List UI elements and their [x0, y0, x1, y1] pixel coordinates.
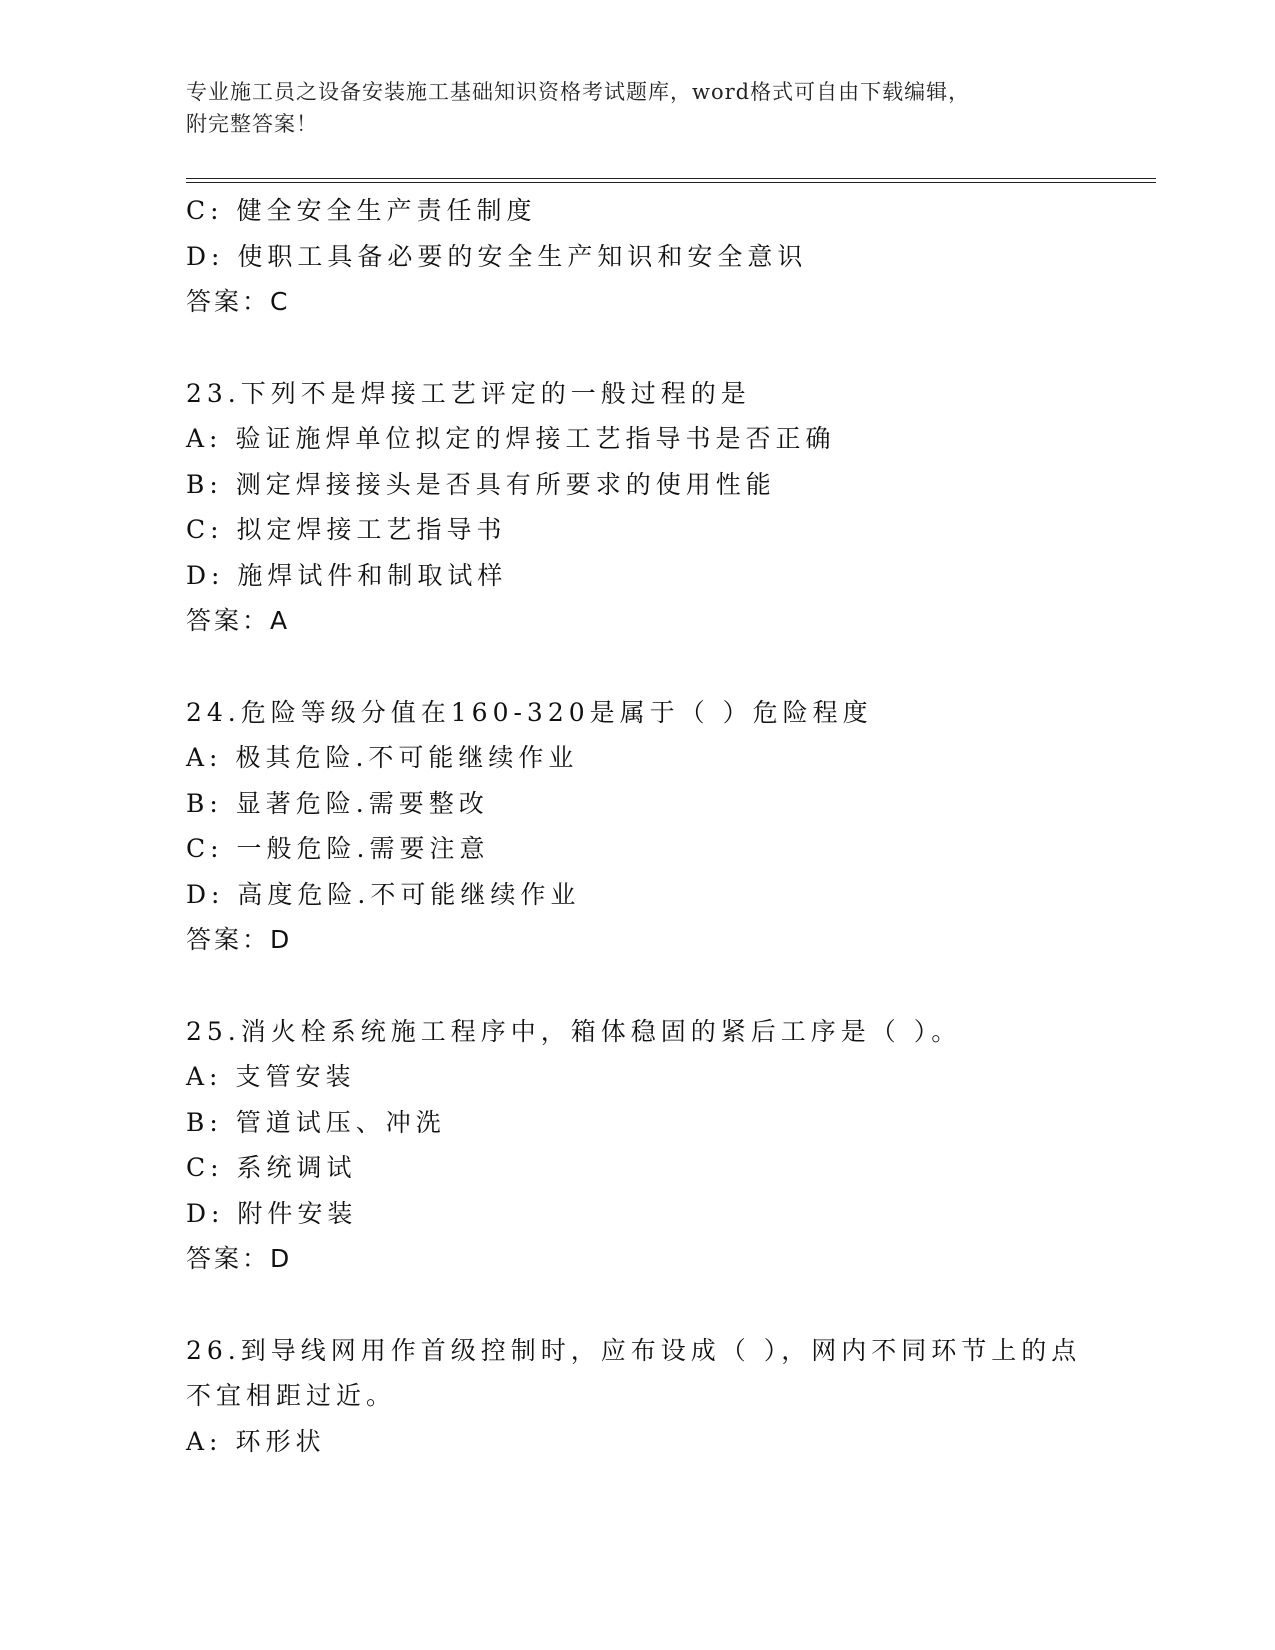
option-letter: D: — [186, 241, 225, 271]
answer-label: 答案： — [186, 287, 271, 316]
option-b — [186, 462, 1086, 508]
option-c — [186, 188, 1086, 234]
option-letter: B: — [186, 469, 223, 499]
answer-label: 答案： — [186, 1244, 271, 1273]
option-b — [186, 1100, 1086, 1146]
option-text: 一般危险.需要注意 — [236, 834, 490, 863]
option-text: 拟定焊接工艺指导书 — [236, 515, 507, 544]
option-letter: D: — [186, 1198, 225, 1228]
option-letter: A: — [186, 743, 223, 772]
option-letter: D: — [186, 879, 225, 909]
option-text: 管道试压、冲洗 — [235, 1107, 446, 1137]
option-text: 附件安装 — [237, 1198, 358, 1228]
question-22-partial — [186, 188, 1086, 325]
option-letter: A: — [186, 1062, 223, 1091]
question-stem: 23.下列不是焊接工艺评定的一般过程的是 — [186, 378, 751, 408]
answer-line — [186, 1236, 1086, 1282]
question-stem: 26.到导线网用作首级控制时，应布设成（ ），网内不同环节上的点 — [186, 1335, 1082, 1365]
option-letter: D: — [186, 560, 225, 590]
question-26 — [186, 1328, 1086, 1465]
answer-value: D — [270, 925, 292, 954]
option-d — [186, 553, 1086, 599]
question-24 — [186, 690, 1086, 963]
header-line-1: 专业施工员之设备安装施工基础知识资格考试题库，word格式可自由下载编辑， — [186, 80, 971, 104]
option-d — [186, 872, 1086, 918]
option-b — [186, 781, 1086, 827]
answer-line — [186, 598, 1086, 644]
answer-label: 答案： — [186, 606, 271, 635]
option-d — [186, 1191, 1086, 1237]
option-text: 施焊试件和制取试样 — [237, 560, 508, 590]
answer-value: D — [270, 1244, 292, 1273]
option-letter: C: — [186, 834, 224, 863]
option-c — [186, 507, 1086, 553]
answer-value: C — [270, 287, 290, 316]
question-23 — [186, 371, 1086, 644]
question-stem-continued: 不宜相距过近。 — [186, 1381, 397, 1410]
question-stem: 25.消火栓系统施工程序中，箱体稳固的紧后工序是（ ）。 — [186, 1016, 962, 1046]
option-a — [186, 416, 1086, 462]
header-divider — [186, 178, 1156, 183]
option-letter: C: — [186, 1153, 224, 1182]
answer-value: A — [270, 606, 290, 635]
document-header — [186, 76, 1086, 140]
option-text: 测定焊接接头是否具有所要求的使用性能 — [235, 469, 776, 499]
option-letter: C: — [186, 515, 224, 544]
option-text: 极其危险.不可能继续作业 — [235, 743, 579, 772]
option-text: 系统调试 — [236, 1153, 357, 1182]
option-a — [186, 1054, 1086, 1100]
header-line-2: 附完整答案！ — [186, 112, 318, 136]
question-stem: 24.危险等级分值在160-320是属于（ ）危险程度 — [186, 697, 873, 727]
answer-line — [186, 279, 1086, 325]
answer-label: 答案： — [186, 925, 271, 954]
document-content — [186, 188, 1086, 1464]
option-letter: B: — [186, 1107, 223, 1137]
option-c — [186, 826, 1086, 872]
option-text: 使职工具备必要的安全生产知识和安全意识 — [237, 241, 808, 271]
option-letter: A: — [186, 424, 223, 453]
option-c — [186, 1145, 1086, 1191]
option-text: 显著危险.需要整改 — [235, 788, 489, 818]
option-text: 支管安装 — [235, 1062, 356, 1091]
question-25 — [186, 1009, 1086, 1282]
option-text: 健全安全生产责任制度 — [236, 196, 537, 225]
option-d — [186, 234, 1086, 280]
option-letter: C: — [186, 196, 224, 225]
option-letter: B: — [186, 788, 223, 818]
option-text: 环形状 — [235, 1426, 326, 1456]
answer-line — [186, 917, 1086, 963]
option-a — [186, 735, 1086, 781]
option-text: 验证施焊单位拟定的焊接工艺指导书是否正确 — [235, 424, 836, 453]
option-a — [186, 1419, 1086, 1465]
option-letter: A: — [186, 1426, 223, 1456]
option-text: 高度危险.不可能继续作业 — [237, 879, 581, 909]
